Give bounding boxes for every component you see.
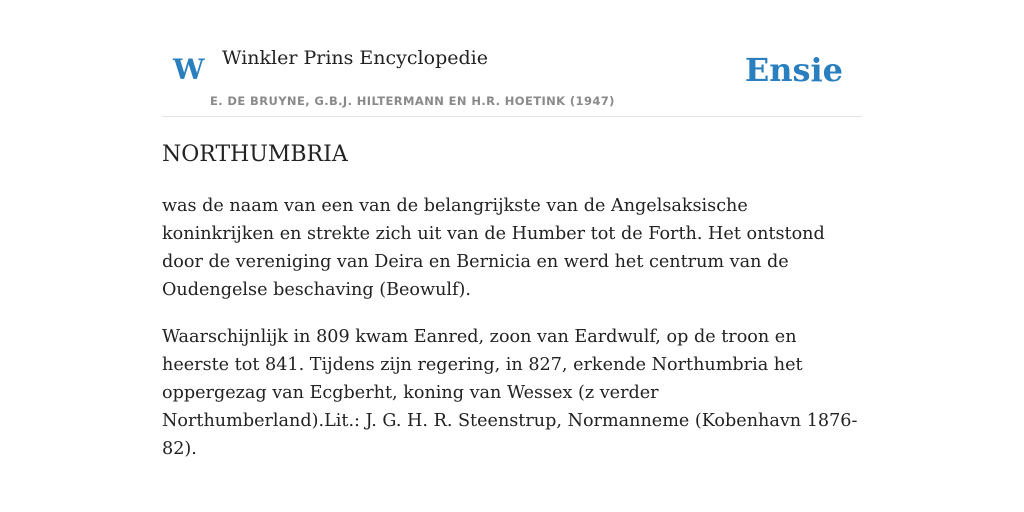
- book-title: Winkler Prins Encyclopedie: [222, 47, 488, 69]
- book-authors: E. DE BRUYNE, G.B.J. HILTERMANN EN H.R. HOETINK (1947): [210, 94, 615, 108]
- entry-paragraph: was de naam van een van de belangrijkste van de Angelsaksische koninkrijken en strekte zich uit van de Humber tot de Forth. Het ontstond door de vereniging van Deira en Bernicia en werd het centrum van de Oudengelse beschaving (Beowulf).: [162, 196, 825, 300]
- entry-title: NORTHUMBRIA: [162, 142, 348, 167]
- header: [162, 36, 862, 117]
- ensie-logo-link[interactable]: Ensie: [744, 51, 843, 89]
- encyclopedia-logo-icon: W: [173, 53, 205, 86]
- entry-paragraph: Waarschijnlijk in 809 kwam Eanred, zoon van Eardwulf, op de troon en heerste tot 841. Tijdens zijn regering, in 827, erkende Northumbria het oppergezag van Ecgberht, koning van Wessex (z verder Northumberland).Lit.: J. G. H. R. Steenstrup, Normanneme (Kobenhavn 1876-82).: [162, 327, 858, 459]
- entry-body: [162, 192, 862, 482]
